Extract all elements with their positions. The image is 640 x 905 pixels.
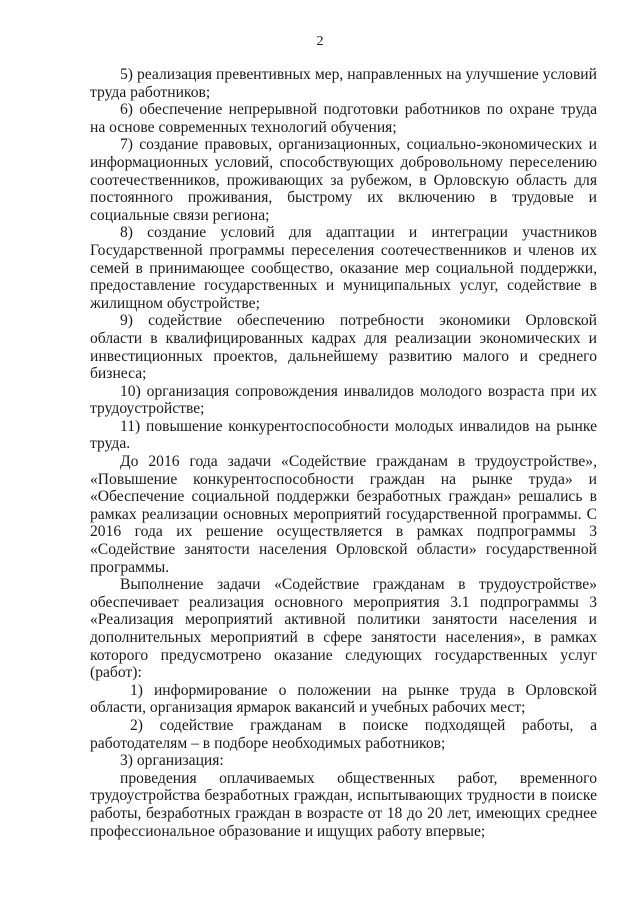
paragraph-service-3: 3) организация: [120,752,224,770]
paragraph-item-6: 6) обеспечение непрерывной подготовки работников по охране труда на основе современных технологий обучения; [90,101,597,136]
paragraph-service-2: 2) содействие гражданам в поиске подходящей работы, а работодателям – в подборе необходимых работников; [90,716,597,752]
paragraph-item-5: 5) реализация превентивных мер, направленных на улучшение условий труда работников; [90,66,597,101]
paragraph-item-8: 8) создание условий для адаптации и интеграции участников Государственной программы переселения соотечественников и членов их семей в принимающее сообщество, оказание мер социальной поддержки, предоставление государственных и муниципальных услуг, содействие в жилищном обустройстве; [90,224,597,312]
paragraph-item-9: 9) содействие обеспечению потребности экономики Орловской области в квалифицированных кадрах для реализации экономических и инвестиционных проектов, дальнейшему развитию малого и среднего бизнеса; [90,312,597,383]
document-body [90,66,597,840]
page-number: 2 [316,34,324,49]
paragraph-item-7: 7) создание правовых, организационных, социально-экономических и информационных условий, способствующих добровольному переселению соотечественников, проживающих за рубежом, в Орловскую область для постоянного проживания, быстрому их включению в трудовые и социальные связи региона; [90,136,597,224]
paragraph-service-3-detail: проведения оплачиваемых общественных работ, временного трудоустройства безработных граждан, испытывающих трудности в поиске работы, безработных граждан в возрасте от 18 до 20 лет, имеющих среднее профессиональное образование и ищущих работу впервые; [90,769,597,840]
paragraph-item-10: 10) организация сопровождения инвалидов молодого возраста при их трудоустройстве; [90,382,597,418]
paragraph-subprogram-history: До 2016 года задачи «Содействие гражданам в трудоустройстве», «Повышение конкурентоспособности граждан на рынке труда» и «Обеспечение социальной поддержки безработных граждан» решались в рамках реализации основных мероприятий государственной программы. С 2016 года их решение осуществляется в рамках подпрограммы 3 «Содействие занятости населения Орловской области» государственной программы. [90,453,597,576]
paragraph-task-implementation: Выполнение задачи «Содействие гражданам в трудоустройстве» обеспечивает реализация основного мероприятия 3.1 подпрограммы 3 «Реализация мероприятий активной политики занятости населения и дополнительных мероприятий в сфере занятости населения», в рамках которого предусмотрено оказание следующих государственных услуг (работ): [90,576,597,682]
paragraph-service-1: 1) информирование о положении на рынке труда в Орловской области, организация ярмарок вакансий и учебных рабочих мест; [90,681,597,717]
paragraph-item-11: 11) повышение конкурентоспособности молодых инвалидов на рынке труда. [90,417,597,453]
